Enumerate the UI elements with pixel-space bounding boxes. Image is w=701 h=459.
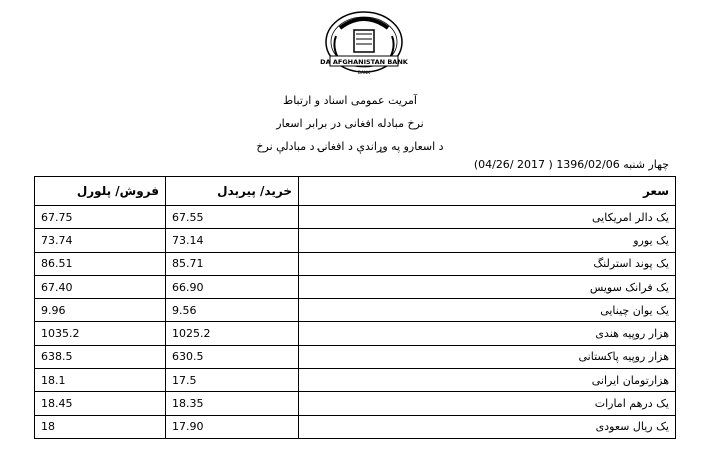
- cell-currency: هزار روپیه هندی: [299, 322, 676, 345]
- svg-text:DA AFGHANISTAN BANK: DA AFGHANISTAN BANK: [320, 58, 408, 66]
- cell-sell: 18.45: [35, 392, 166, 415]
- cell-currency: یک یوان چینایی: [299, 299, 676, 322]
- cell-sell: 18.1: [35, 369, 166, 392]
- cell-sell: 67.75: [35, 206, 166, 229]
- cell-buy: 67.55: [166, 206, 299, 229]
- header-sell: فروش/ پلورل: [35, 177, 166, 206]
- cell-buy: 1025.2: [166, 322, 299, 345]
- cell-sell: 1035.2: [35, 322, 166, 345]
- table-row: [35, 275, 676, 298]
- cell-buy: 18.35: [166, 392, 299, 415]
- cell-buy: 17.5: [166, 369, 299, 392]
- cell-sell: 67.40: [35, 275, 166, 298]
- cell-buy: 630.5: [166, 345, 299, 368]
- cell-sell: 86.51: [35, 252, 166, 275]
- cell-currency: یک دالر امریکایی: [299, 206, 676, 229]
- cell-currency: یک پوند استرلنگ: [299, 252, 676, 275]
- table-row: [35, 392, 676, 415]
- report-title-pashto: د اسعارو په وړاندې د افغانۍ د مبادلې نرخ: [256, 140, 444, 153]
- table-row: [35, 369, 676, 392]
- cell-sell: 18: [35, 415, 166, 438]
- cell-currency: یک ریال سعودی: [299, 415, 676, 438]
- cell-sell: 73.74: [35, 229, 166, 252]
- cell-currency: یک یورو: [299, 229, 676, 252]
- exchange-rate-table: [34, 176, 676, 439]
- table-row: [35, 345, 676, 368]
- cell-buy: 9.56: [166, 299, 299, 322]
- report-title-dari: نرخ مبادله افغانی در برابر اسعار: [276, 117, 424, 130]
- cell-buy: 73.14: [166, 229, 299, 252]
- cell-currency: یک فرانک سویس: [299, 275, 676, 298]
- cell-sell: 9.96: [35, 299, 166, 322]
- table-row: [35, 322, 676, 345]
- table-row: [35, 206, 676, 229]
- cell-sell: 638.5: [35, 345, 166, 368]
- table-row: [35, 415, 676, 438]
- bank-logo: [318, 6, 410, 82]
- cell-currency: یک درهم امارات: [299, 392, 676, 415]
- table-row: [35, 252, 676, 275]
- table-row: [35, 299, 676, 322]
- svg-text:BANK: BANK: [357, 71, 371, 76]
- cell-buy: 17.90: [166, 415, 299, 438]
- table-header-row: [35, 177, 676, 206]
- table-row: [35, 229, 676, 252]
- cell-currency: هزار روپیه پاکستانی: [299, 345, 676, 368]
- department-title: آمریت عمومی اسناد و ارتباط: [283, 94, 417, 107]
- report-date: چهار شنبه 1396/02/06 ( 2017 /04/26): [473, 158, 669, 171]
- cell-buy: 66.90: [166, 275, 299, 298]
- cell-buy: 85.71: [166, 252, 299, 275]
- header-buy: خرید/ پیرېدل: [166, 177, 299, 206]
- bank-seal-icon: [318, 6, 410, 82]
- header-currency: سعر: [299, 177, 676, 206]
- cell-currency: هزارتومان ایرانی: [299, 369, 676, 392]
